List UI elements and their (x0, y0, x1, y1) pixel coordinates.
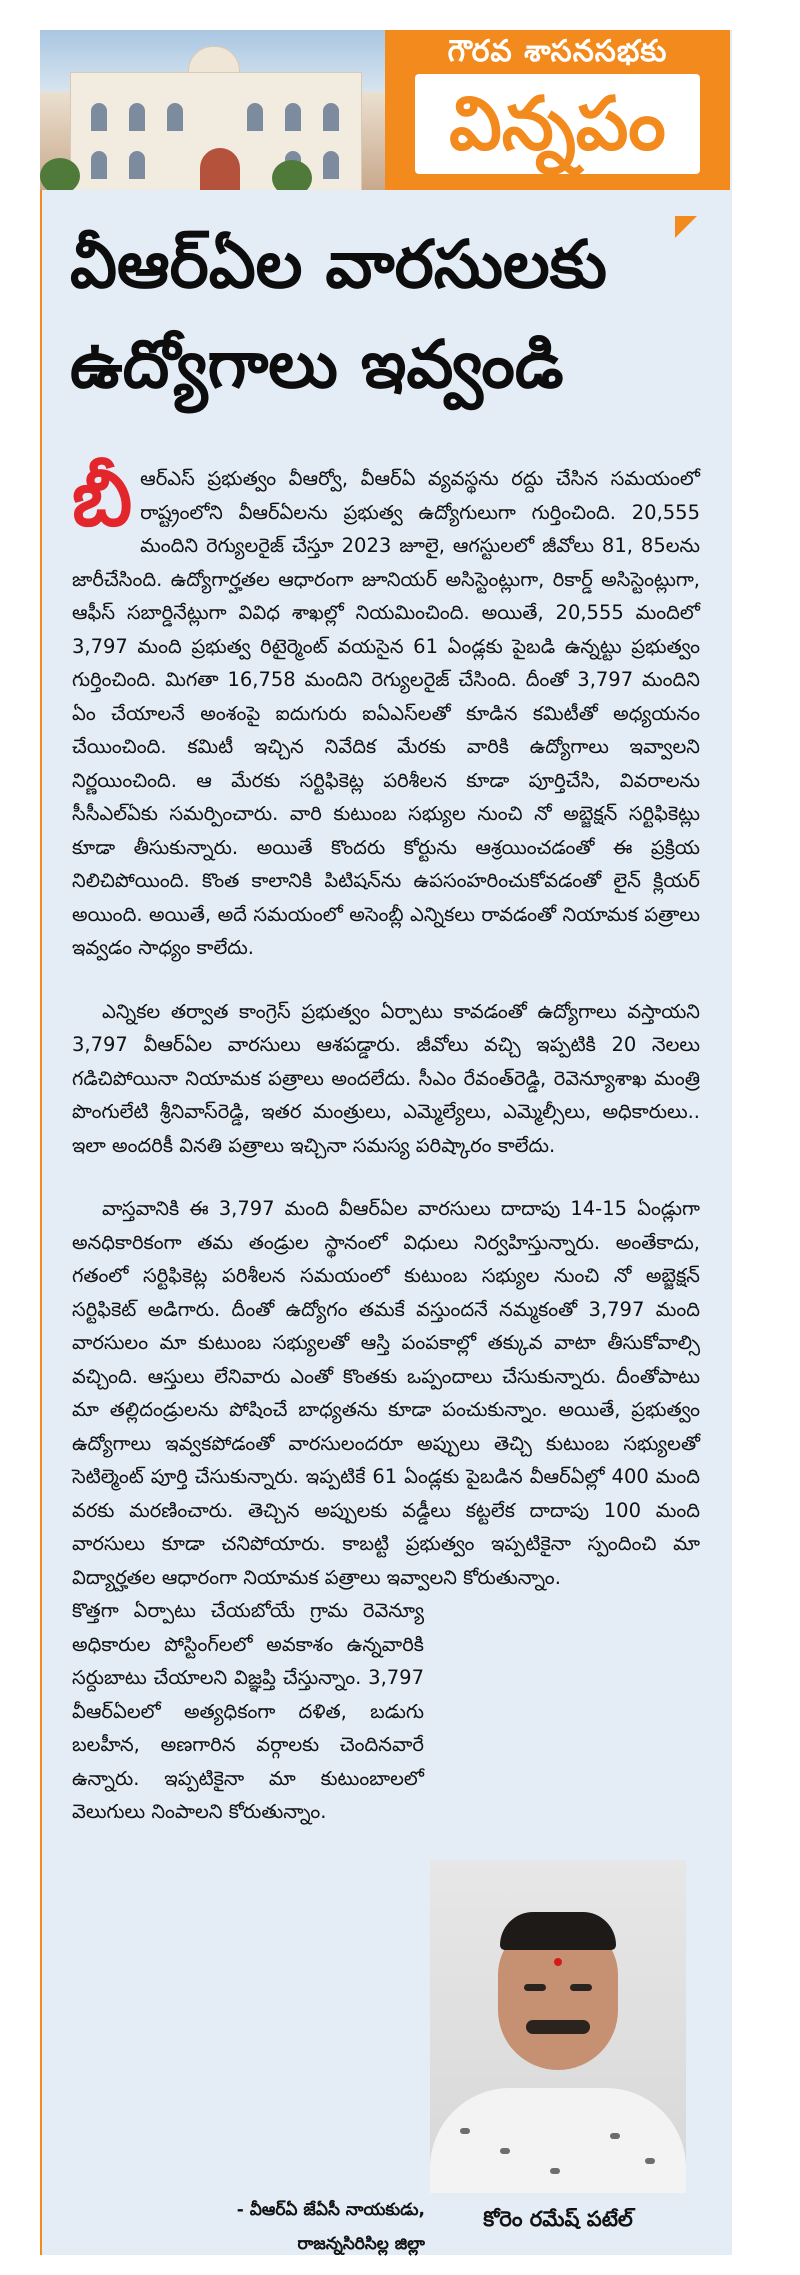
author-district: రాజన్నసిరిసిల్ల జిల్లా (297, 2234, 425, 2254)
left-eye (524, 1984, 546, 1991)
shirt-shape (430, 2088, 686, 2193)
moustache-shape (526, 2020, 590, 2034)
headline-line-1: వీఆర్ఏల వారసులకు (70, 226, 607, 303)
assembly-building-photo (40, 30, 390, 190)
author-portrait-icon (430, 1860, 686, 2193)
hair-shape (500, 1912, 616, 1950)
author-name: కోరెం రమేష్ పటేల్ (483, 2207, 633, 2231)
section-kicker: గౌరవ శాసనసభకు (447, 34, 668, 69)
section-title: విన్నపం (449, 81, 666, 167)
right-eye (570, 1984, 592, 1991)
section-tag (385, 30, 730, 190)
paragraph-2: ఎన్నికల తర్వాత కాంగ్రెస్ ప్రభుత్వం ఏర్పాటు కావడంతో ఉద్యోగాలు వస్తాయని 3,797 వీఆర్ఏల వారసులు ఆశపడ్డారు. జీవోలు వచ్చి ఇప్పటికి 20 నెలలు గడిచిపోయినా నియామక పత్రాలు అందలేదు. సీఎం రేవంత్‌రెడ్డి, రెవెన్యూశాఖ మంత్రి పొంగులేటి శ్రీనివాస్‌రెడ్డి, ఇతర మంత్రులు, ఎమ్మెల్యేలు, ఎమ్మెల్సీలు, అధికారులు.. ఇలా అందరికీ వినతి పత్రాలు ఇచ్చినా సమస్య పరిష్కారం కాలేదు. (72, 999, 700, 1157)
headline-line-2: ఉద్యోగాలు ఇవ్వండి (70, 326, 564, 403)
drop-cap: బీ (72, 454, 133, 544)
tilak-mark (554, 1958, 562, 1966)
tree-icon (272, 160, 312, 190)
paragraph-1 (72, 454, 700, 965)
section-title-box (415, 74, 700, 174)
tree-icon (40, 158, 80, 190)
paragraph-1-text: ఆర్ఎస్ ప్రభుత్వం వీఆర్వో, వీఆర్ఏ వ్యవస్థను రద్దు చేసిన సమయంలో రాష్ట్రంలోని వీఆర్ఏలను ప్రభుత్వ ఉద్యోగులుగా గుర్తించింది. 20,555 మందిని రెగ్యులరైజ్ చేస్తూ 2023 జూలై, ఆగస్టులలో జీవోలు 81, 85లను జారీచేసింది. ఉద్యోగార్హతల ఆధారంగా జూనియర్ అసిస్టెంట్లుగా, రికార్డ్ అసిస్టెంట్లుగా, ఆఫీస్ సబార్డినేట్లుగా వివిధ శాఖల్లో నియమించింది. అయితే, 20,555 మందిలో 3,797 మంది ప్రభుత్వ రిటైర్మెంట్ వయసైన 61 ఏండ్లకు పైబడి ఉన్నట్టు ప్రభుత్వం గుర్తించింది. మిగతా 16,758 మందిని రెగ్యులరైజ్ చేసింది. దీంతో 3,797 మందిని ఏం చేయాలనే అంశంపై ఐదుగురు ఐఏఎస్‌లతో కూడిన కమిటీతో అధ్యయనం చేయించింది. కమిటీ ఇచ్చిన నివేదిక మేరకు వారికి ఉద్యోగాలు ఇవ్వాలని నిర్ణయించింది. ఆ మేరకు సర్టిఫికెట్ల పరిశీలన కూడా పూర్తిచేసి, వివరాలను సీసీఎల్ఏకు సమర్పించారు. వారి కుటుంబ సభ్యుల నుంచి నో అబ్జెక్షన్ సర్టిఫికెట్లు కూడా తీసుకున్నారు. అయితే కొందరు కోర్టును ఆశ్రయించడంతో ఈ ప్రక్రియ నిలిచిపోయింది. కొంత కాలానికి పిటిషన్‌ను ఉపసంహరించుకోవడంతో లైన్ క్లియర్ అయింది. అయితే, అదే సమయంలో అసెంబ్లీ ఎన్నికలు రావడంతో నియామక పత్రాలు ఇవ్వడం సాధ్యం కాలేదు. (72, 467, 700, 959)
author-designation: - వీఆర్ఏ జేఏసీ నాయకుడు, (236, 2200, 425, 2220)
paragraph-3: వాస్తవానికి ఈ 3,797 మంది వీఆర్ఏల వారసులు దాదాపు 14-15 ఏండ్లుగా అనధికారికంగా తమ తండ్రుల స్థానంలో విధులు నిర్వహిస్తున్నారు. అంతేకాదు, గతంలో సర్టిఫికెట్ల పరిశీలన సమయంలో కుటుంబ సభ్యుల నుంచి నో అబ్జెక్షన్ సర్టిఫికెట్ అడిగారు. దీంతో ఉద్యోగం తమకే వస్తుందనే నమ్మకంతో 3,797 మంది వారసులం మా కుటుంబ సభ్యులతో ఆస్తి పంపకాల్లో తక్కువ వాటా తీసుకోవాల్సి వచ్చింది. ఆస్తులు లేనివారు ఎంతో కొంతకు ఒప్పందాలు చేసుకున్నారు. దీంతోపాటు మా తల్లిదండ్రులను పోషించే బాధ్యతను కూడా పంచుకున్నాం. అయితే, ప్రభుత్వం ఉద్యోగాలు ఇవ్వకపోడంతో వారసులందరూ అప్పులు తెచ్చి కుటుంబ సభ్యులతో సెటిల్మెంట్ పూర్తి చేసుకున్నారు. ఇప్పటికే 61 ఏండ్లకు పైబడిన వీఆర్ఏల్లో 400 మంది వరకు మరణించారు. తెచ్చిన అప్పులకు వడ్డీలు కట్టలేక దాదాపు 100 మంది వారసులు కూడా చనిపోయారు. కాబట్టి ప్రభుత్వం ఇప్పటికైనా స్పందించి మా విద్యార్హతల ఆధారంగా నియామక పత్రాలు ఇవ్వాలని కోరుతున్నాం. (72, 1197, 700, 1589)
article-body (72, 454, 700, 1859)
building-door-icon (200, 148, 240, 190)
headline (70, 215, 710, 415)
paragraph-3-continued: కొత్తగా ఏర్పాటు చేయబోయే గ్రామ రెవెన్యూ అధికారుల పోస్టింగ్‌లలో అవకాశం ఉన్నవారికి సర్దుబాటు చేయాలని విజ్ఞప్తి చేస్తున్నాం. 3,797 వీఆర్ఏలలో అత్యధికంగా దళిత, బడుగు బలహీన, అణగారిన వర్గాలకు చెందినవారే ఉన్నారు. ఇప్పటికైనా మా కుటుంబాలలో వెలుగులు నింపాలని కోరుతున్నాం. (72, 1599, 424, 1823)
